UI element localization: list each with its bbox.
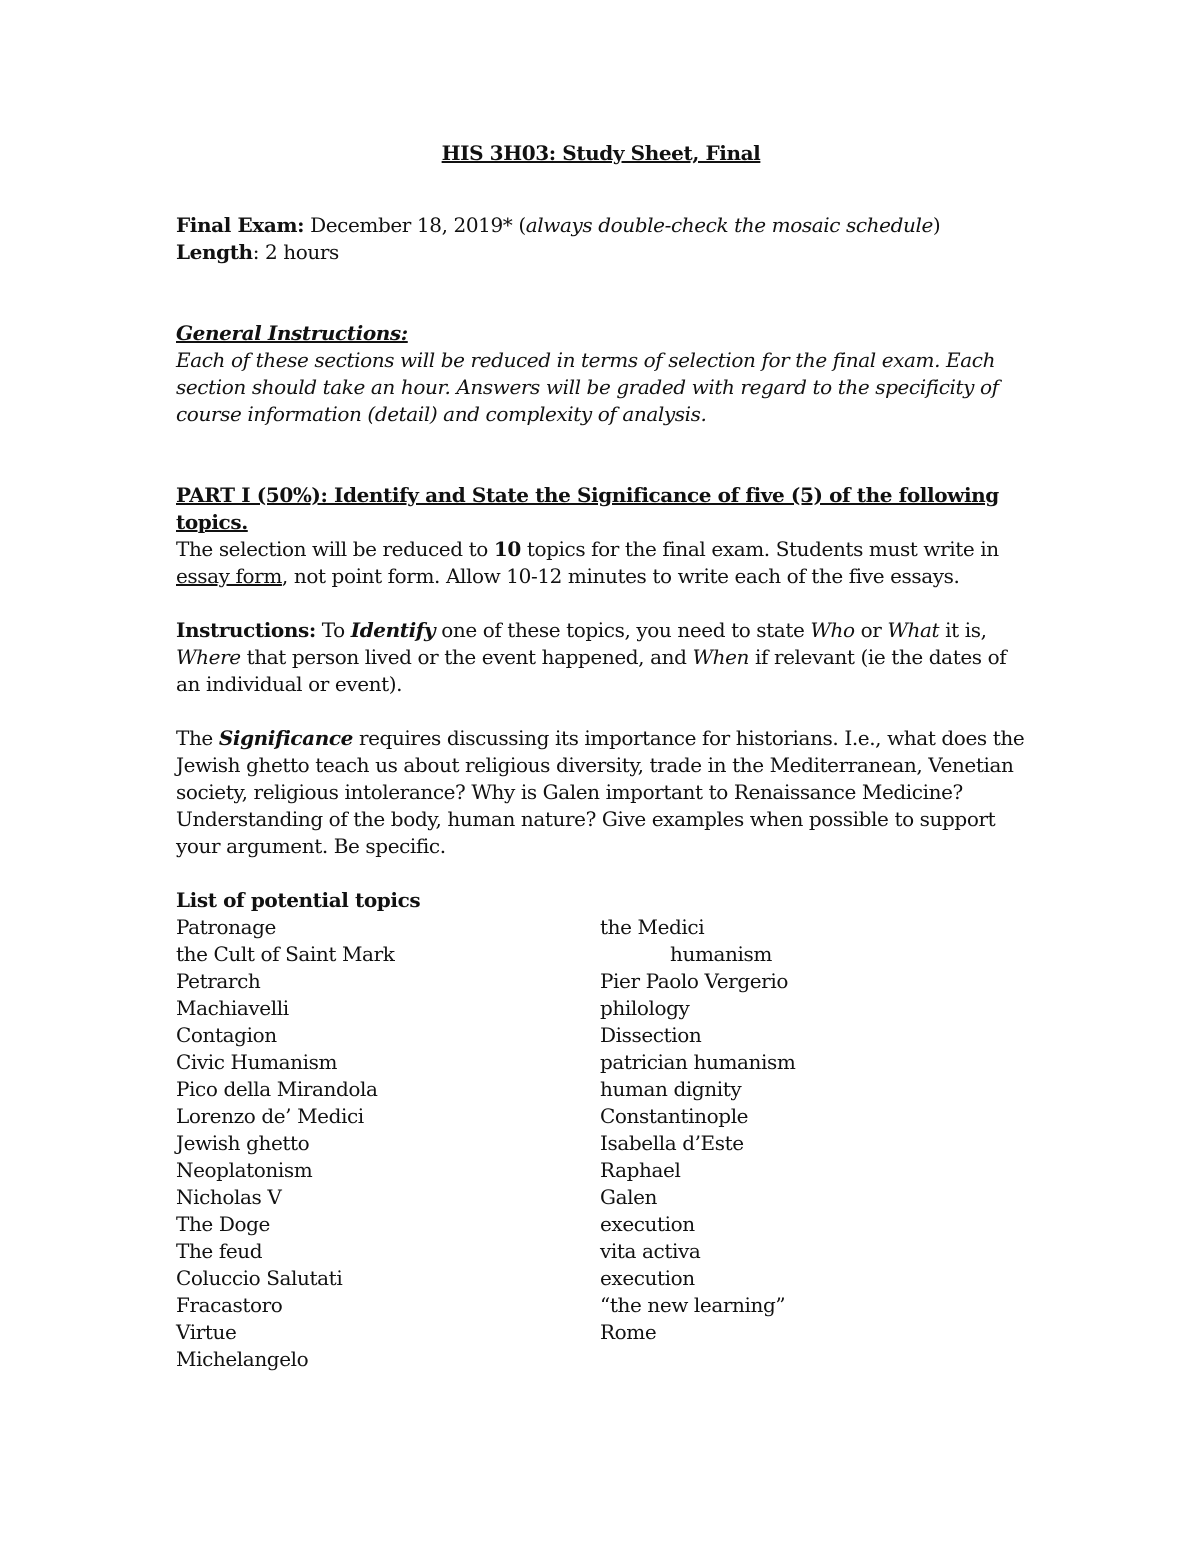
document-content — [176, 140, 1026, 1373]
page-title: HIS 3H03: Study Sheet, Final — [441, 141, 761, 165]
instructions-label: Instructions: — [176, 618, 316, 642]
selection-text: The selection will be reduced to — [176, 537, 494, 561]
significance-word: Significance — [218, 726, 353, 750]
instructions-text: if relevant (ie the dates of an individual or event). — [176, 645, 1007, 696]
topic-item: Michelangelo — [176, 1347, 309, 1371]
topic-item: The feud — [176, 1239, 263, 1263]
topics-list — [176, 914, 1026, 1373]
topic-item: Patronage — [176, 915, 276, 939]
general-instructions-body: Each of these sections will be reduced in terms of selection for the final exam. Each section should take an hour. Answers will be graded with regard to the specificity of course information (detail) and complexity of analysis. — [176, 348, 999, 426]
final-exam-label: Final Exam: — [176, 213, 305, 237]
topic-item: philology — [600, 996, 690, 1020]
spacer — [176, 860, 1026, 887]
topic-item: Dissection — [600, 1023, 702, 1047]
topic-item: execution — [600, 1266, 695, 1290]
final-exam-note: always double-check the mosaic schedule — [525, 213, 933, 237]
final-exam-close: ) — [932, 213, 941, 237]
part1-heading: PART I (50%): Identify and State the Significance of five (5) of the following topics. — [176, 483, 999, 534]
topic-item: Petrarch — [176, 969, 261, 993]
length-label: Length — [176, 240, 253, 264]
topic-item: patrician humanism — [600, 1050, 796, 1074]
spacer — [176, 428, 1026, 482]
instructions-text: it is, — [939, 618, 987, 642]
instructions-paragraph — [176, 617, 1026, 698]
topic-item: Galen — [600, 1185, 658, 1209]
where-word: Where — [176, 645, 241, 669]
topic-item: Contagion — [176, 1023, 277, 1047]
identify-word: Identify — [350, 618, 436, 642]
topic-item: The Doge — [176, 1212, 270, 1236]
what-word: What — [887, 618, 940, 642]
selection-number: 10 — [493, 537, 521, 561]
topic-item: Fracastoro — [176, 1293, 283, 1317]
topics-left-column — [176, 914, 600, 1373]
significance-text: The — [176, 726, 219, 750]
topic-item: Raphael — [600, 1158, 681, 1182]
general-instructions-heading: General Instructions: — [176, 321, 408, 345]
topic-item: Coluccio Salutati — [176, 1266, 343, 1290]
topic-item: vita activa — [600, 1239, 701, 1263]
topic-item: the Medici — [600, 915, 705, 939]
instructions-text: or — [854, 618, 888, 642]
final-exam-line — [176, 212, 1026, 239]
topic-item: Rome — [600, 1320, 657, 1344]
part1-selection-paragraph — [176, 536, 1026, 590]
spacer — [176, 698, 1026, 725]
who-word: Who — [810, 618, 855, 642]
topics-heading: List of potential topics — [176, 888, 421, 912]
selection-text: topics for the final exam. Students must write in — [520, 537, 999, 561]
topic-item: Jewish ghetto — [176, 1131, 310, 1155]
topic-item: humanism — [670, 942, 772, 966]
topic-item: Pico della Mirandola — [176, 1077, 378, 1101]
topic-item: Civic Humanism — [176, 1050, 338, 1074]
significance-paragraph — [176, 725, 1026, 860]
topic-item: Neoplatonism — [176, 1158, 313, 1182]
spacer — [176, 266, 1026, 320]
topic-item: execution — [600, 1212, 695, 1236]
essay-form-text: essay form — [176, 564, 282, 588]
topic-item: Lorenzo de’ Medici — [176, 1104, 364, 1128]
topic-item: Isabella d’Este — [600, 1131, 744, 1155]
topic-item: Pier Paolo Vergerio — [600, 969, 788, 993]
topic-item: Machiavelli — [176, 996, 289, 1020]
topic-item: human dignity — [600, 1077, 742, 1101]
topic-item: Virtue — [176, 1320, 237, 1344]
instructions-text: To — [315, 618, 351, 642]
topic-item: Constantinople — [600, 1104, 749, 1128]
significance-text: requires discussing its importance for historians. I.e., what does the Jewish ghetto teach us about religious diversity, trade in the Mediterranean, Venetian society, religious intolerance? Why is Galen important to Renaissance Medicine? Understanding of the body, human nature? Give examples when possible to support your argument. Be specific. — [176, 726, 1025, 858]
instructions-text: one of these topics, you need to state — [435, 618, 811, 642]
topic-item: Nicholas V — [176, 1185, 282, 1209]
instructions-text: that person lived or the event happened, and — [240, 645, 693, 669]
topic-item: the Cult of Saint Mark — [176, 942, 395, 966]
when-word: When — [692, 645, 750, 669]
selection-text: , not point form. Allow 10-12 minutes to write each of the five essays. — [281, 564, 960, 588]
length-line — [176, 239, 1026, 266]
topic-item: “the new learning” — [600, 1293, 786, 1317]
spacer — [176, 590, 1026, 617]
topics-right-column — [600, 914, 1020, 1373]
length-value: : 2 hours — [252, 240, 339, 264]
final-exam-date: December 18, 2019* ( — [304, 213, 526, 237]
